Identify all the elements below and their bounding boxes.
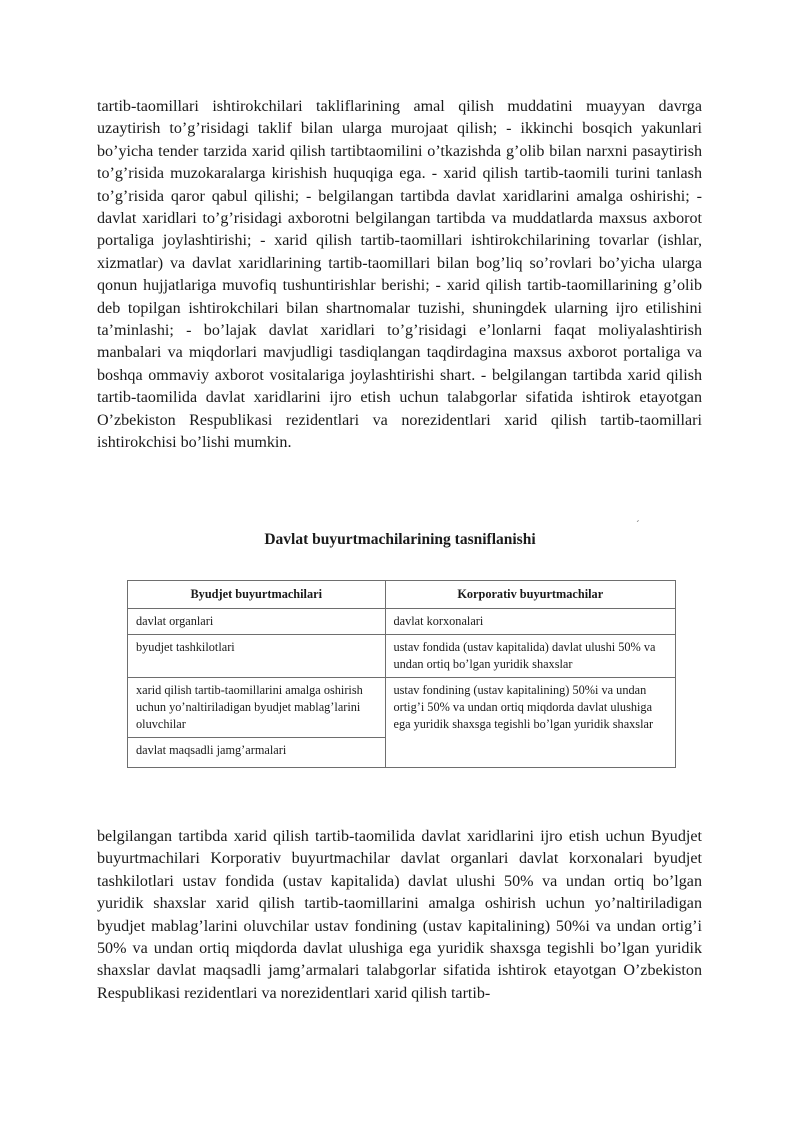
table-cell: davlat maqsadli jamg’armalari: [128, 738, 386, 768]
classification-table: [127, 580, 676, 768]
body-paragraph-bottom: belgilangan tartibda xarid qilish tartib-taomilida davlat xaridlarini ijro etish uchun Byudjet buyurtmachilari Korporativ buyurtmachilar davlat organlari davlat korxonalari byudjet tashkilotlari ustav fondida (ustav kapitalida) davlat ulushi 50% va undan ortiq bo’lgan yuridik shaxslar xarid qilish tartib-taomillarini amalga oshirish uchun yo’naltiriladigan byudjet mablag’larini oluvchilar ustav fondining (ustav kapitalining) 50%i va undan ortig’i 50% va undan ortiq miqdorda davlat ulushiga ega yuridik shaxsga tegishli bo’lgan yuridik shaxslar davlat maqsadli jamg’armalari talabgorlar sifatida ishtirok etayotgan O’zbekiston Respublikasi rezidentlari va norezidentlari xarid qilish tartib-: [97, 828, 702, 1002]
figure-caption: Davlat buyurtmachilarining tasniflanishi: [264, 531, 536, 548]
table-cell: ustav fondida (ustav kapitalida) davlat ulushi 50% va undan ortiq bo’lgan yuridik shaxslar: [385, 635, 676, 678]
table-row: [128, 609, 676, 635]
table-cell: davlat organlari: [128, 609, 386, 635]
table-header-row: [128, 581, 676, 609]
header-corporate-customers: Korporativ buyurtmachilar: [385, 581, 676, 609]
table-row: [128, 678, 676, 738]
table-cell: xarid qilish tartib-taomillarini amalga oshirish uchun yo’naltiriladigan byudjet mablag’larini oluvchilar: [128, 678, 386, 738]
table-cell: byudjet tashkilotlari: [128, 635, 386, 678]
table-row: [128, 635, 676, 678]
body-paragraph-top: tartib-taomillari ishtirokchilari takliflarining amal qilish muddatini muayyan davrga uzaytirish to’g’risidagi taklif bilan ularga murojaat qilish; - ikkinchi bosqich yakunlari bo’yicha tender tarzida xarid qilish tartibtaomilini o’tkazishda g’olib bilan narxni pasaytirish to’g’risida muzokaralarga kirishish huquqiga ega. - xarid qilish tartib-taomili turini tanlash to’g’risida qaror qabul qilishi; - belgilangan tartibda davlat xaridlarini amalga oshirishi; - davlat xaridlari to’g’risidagi axborotni belgilangan tartibda va muddatlarda maxsus axborot portaliga joylashtirishi; - xarid qilish tartib-taomillari ishtirokchilarining tovarlar (ishlar, xizmatlar) va davlat xaridlarining tartib-taomillari bilan bog’liq so’rovlari bo’yicha ularga qonun hujjatlariga muvofiq tushuntirishlar berishi; - xarid qilish tartib-taomillarining g’olib deb topilgan ishtirokchilari bilan shartnomalar tuzishi, shuningdek ularning ijro etilishini ta’minlashi; - bo’lajak davlat xaridlari to’g’risidagi e’lonlarni faqat moliyalashtirish manbalari va miqdorlari mavjudligi tasdiqlangan taqdirdagina maxsus axborot portaliga va boshqa ommaviy axborot vositalariga joylashtirishi shart. - belgilangan tartibda xarid qilish tartib-taomilida davlat xaridlarini ijro etish uchun talabgorlar sifatida ishtirok etayotgan O’zbekiston Respublikasi rezidentlari va norezidentlari xarid qilish tartib-taomillari ishtirokchisi bo’lishi mumkin.: [97, 98, 702, 452]
scan-mark: ˊ: [636, 519, 640, 531]
table-cell: davlat korxonalari: [385, 609, 676, 635]
table-cell: ustav fondining (ustav kapitalining) 50%i va undan ortig’i 50% va undan ortiq miqdorda davlat ulushiga ega yuridik shaxsga tegishli bo’lgan yuridik shaxslar: [385, 678, 676, 768]
header-budget-customers: Byudjet buyurtmachilari: [128, 581, 386, 609]
